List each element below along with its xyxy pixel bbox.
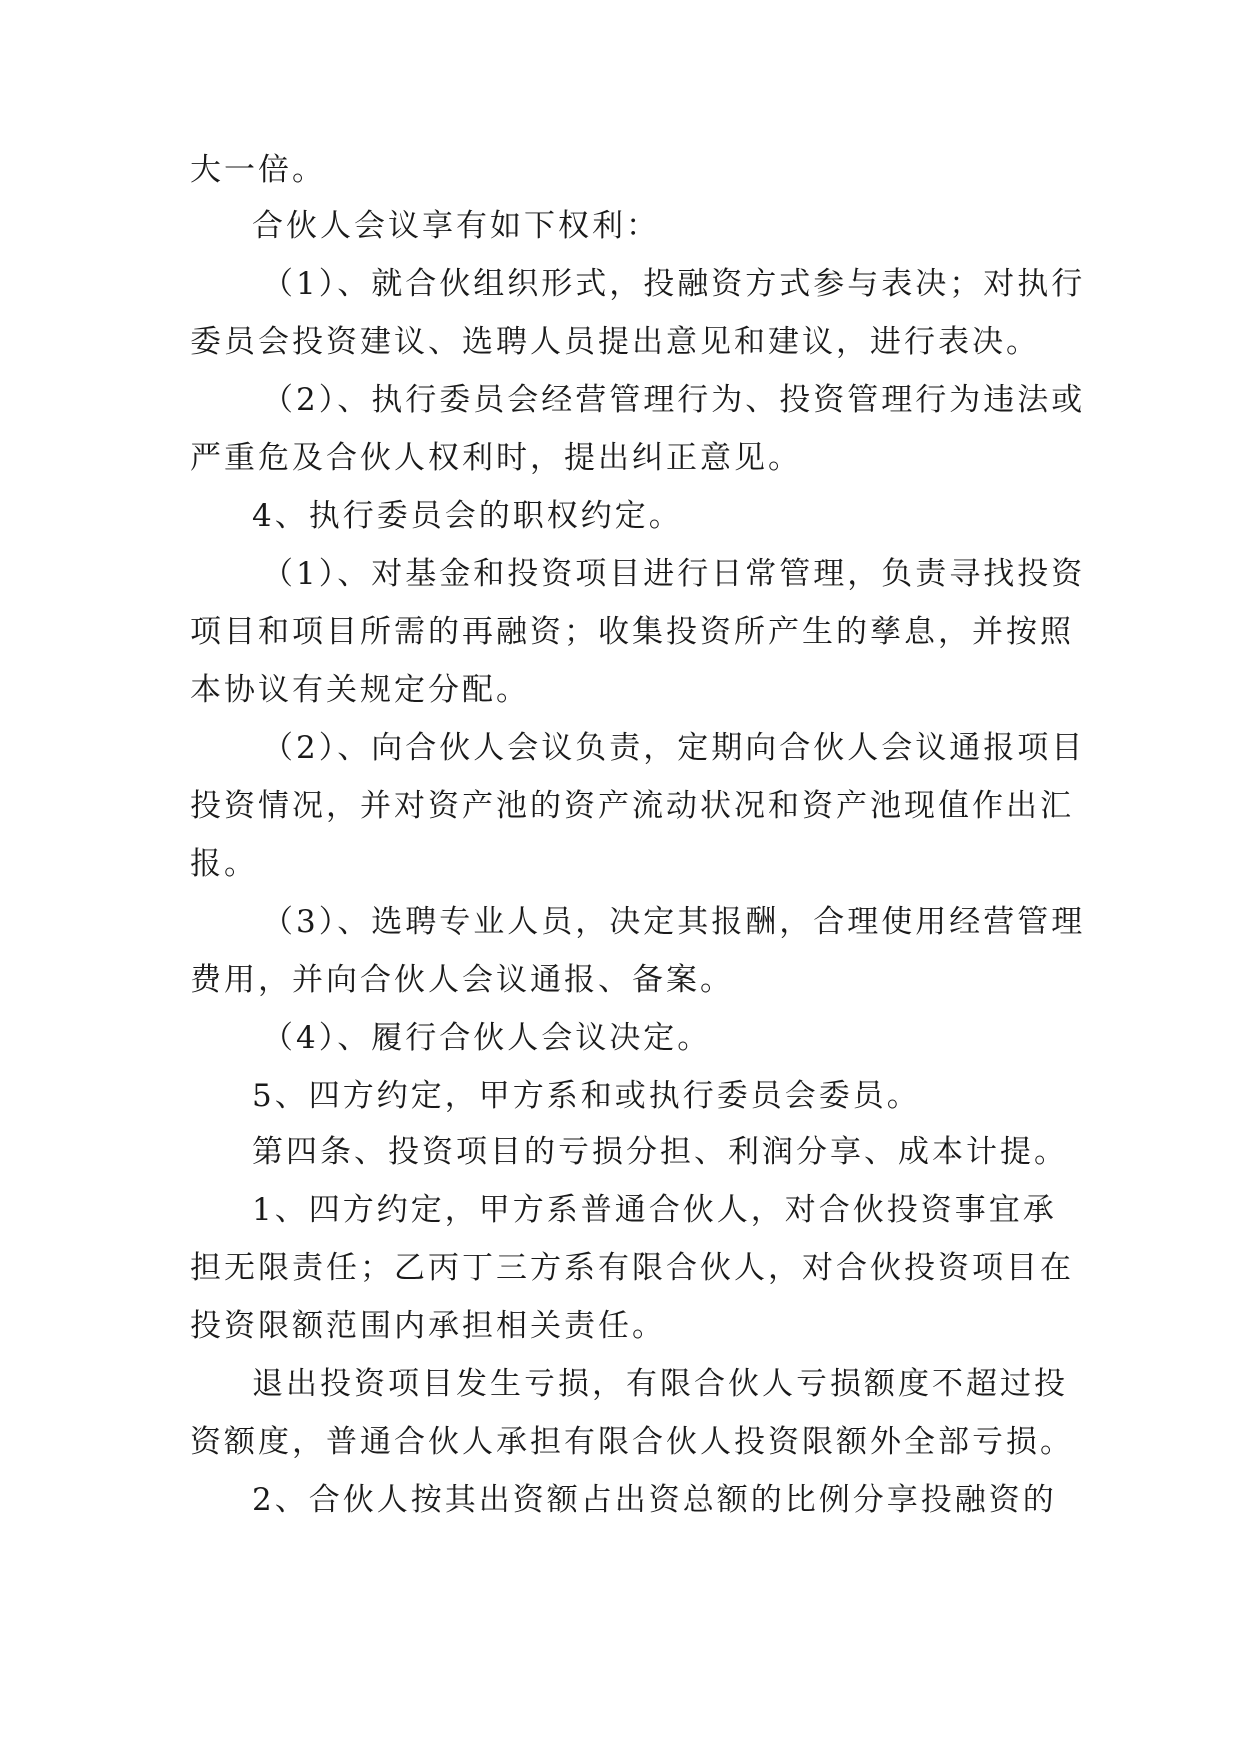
text-line-23: 资额度，普通合伙人承担有限合伙人投资限额外全部亏损。 xyxy=(190,1424,1074,1460)
text-line-17: 5、四方约定，甲方系和或执行委员会委员。 xyxy=(252,1078,921,1114)
text-line-2: 合伙人会议享有如下权利： xyxy=(252,208,660,244)
text-line-18: 第四条、投资项目的亏损分担、利润分享、成本计提。 xyxy=(252,1134,1068,1170)
text-line-19: 1、四方约定，甲方系普通合伙人，对合伙投资事宜承 xyxy=(252,1192,1057,1228)
text-line-10: 本协议有关规定分配。 xyxy=(190,672,530,708)
text-line-22: 退出投资项目发生亏损，有限合伙人亏损额度不超过投 xyxy=(252,1366,1068,1402)
text-line-20: 担无限责任；乙丙丁三方系有限合伙人，对合伙投资项目在 xyxy=(190,1250,1074,1286)
text-line-1: 大一倍。 xyxy=(190,152,326,188)
text-line-12: 投资情况，并对资产池的资产流动状况和资产池现值作出汇 xyxy=(190,788,1074,824)
text-line-9: 项目和项目所需的再融资；收集投资所产生的孳息，并按照 xyxy=(190,614,1074,650)
text-line-11: （2）、向合伙人会议负责，定期向合伙人会议通报项目 xyxy=(262,730,1086,766)
text-line-6: 严重危及合伙人权利时，提出纠正意见。 xyxy=(190,440,802,476)
text-line-4: 委员会投资建议、选聘人员提出意见和建议，进行表决。 xyxy=(190,324,1040,360)
text-line-16: （4）、履行合伙人会议决定。 xyxy=(262,1020,712,1056)
text-line-8: （1）、对基金和投资项目进行日常管理，负责寻找投资 xyxy=(262,556,1086,592)
text-line-21: 投资限额范围内承担相关责任。 xyxy=(190,1308,666,1344)
text-line-15: 费用，并向合伙人会议通报、备案。 xyxy=(190,962,734,998)
text-line-13: 报。 xyxy=(190,846,258,882)
text-line-7: 4、执行委员会的职权约定。 xyxy=(252,498,683,534)
text-line-24: 2、合伙人按其出资额占出资总额的比例分享投融资的 xyxy=(252,1482,1057,1518)
text-line-14: （3）、选聘专业人员，决定其报酬，合理使用经营管理 xyxy=(262,904,1086,940)
text-line-5: （2）、执行委员会经营管理行为、投资管理行为违法或 xyxy=(262,382,1086,418)
text-line-3: （1）、就合伙组织形式，投融资方式参与表决；对执行 xyxy=(262,266,1086,302)
